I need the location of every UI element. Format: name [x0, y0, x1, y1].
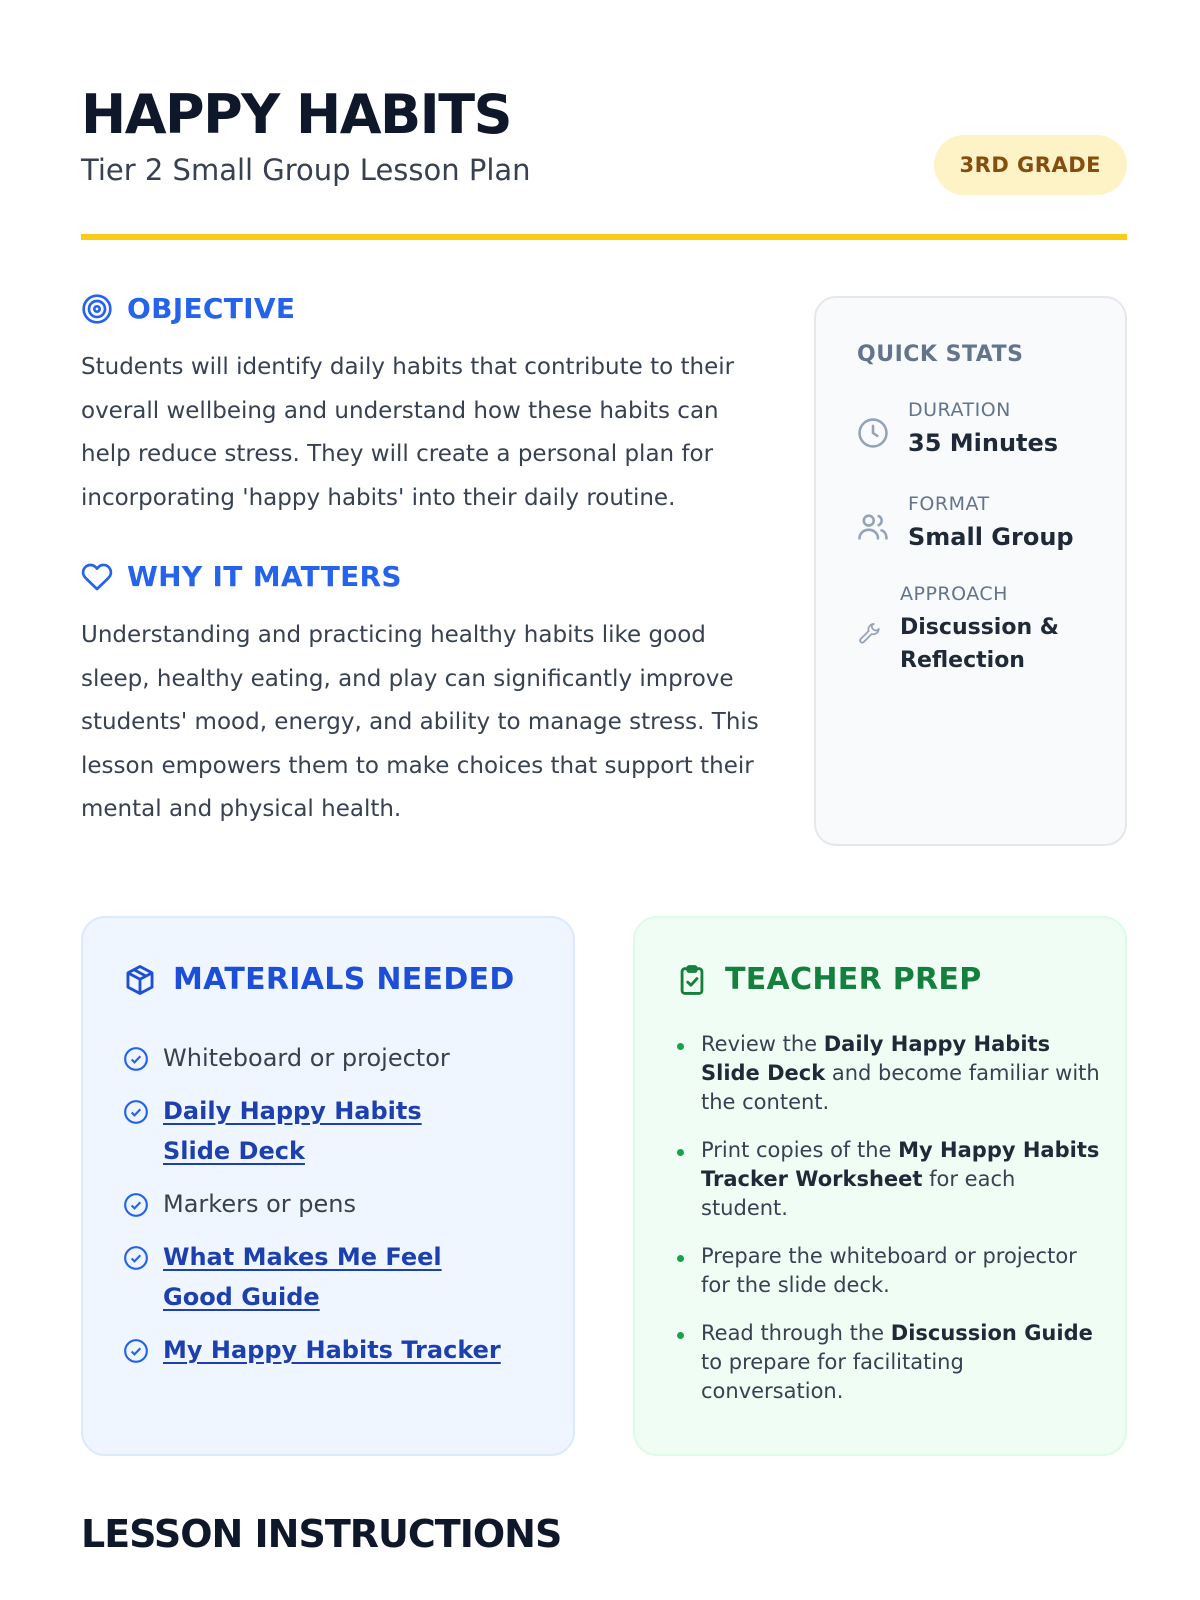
- prep-text: and become familiar with the content.: [701, 1061, 1100, 1114]
- stat-value: Small Group: [908, 522, 1074, 551]
- prep-text: for each student.: [701, 1167, 1016, 1220]
- stat-label: DURATION: [908, 399, 1011, 421]
- clock-icon: [856, 416, 890, 450]
- prep-text: Print copies of the: [701, 1138, 899, 1162]
- prep-bold-text: My Happy Habits Tracker Worksheet: [701, 1138, 1100, 1191]
- list-item: [123, 1091, 543, 1171]
- quick-stats-title: QUICK STATS: [857, 342, 1024, 367]
- teacher-prep-card: [633, 916, 1127, 1456]
- clipboard-check-icon: [675, 963, 709, 997]
- box-icon: [123, 963, 157, 997]
- material-text: Whiteboard or projector: [163, 1044, 450, 1072]
- stat-label: APPROACH: [900, 583, 1008, 605]
- lesson-instructions-heading: LESSON INSTRUCTIONS: [81, 1512, 562, 1556]
- stat-value: Discussion & Reflection: [900, 614, 1059, 673]
- materials-card: [81, 916, 575, 1456]
- target-icon: [81, 293, 113, 325]
- teacher-prep-heading: [675, 962, 982, 997]
- prep-text: Review the: [701, 1032, 824, 1056]
- list-item: [675, 1030, 1105, 1117]
- list-item: [123, 1038, 543, 1078]
- slide-deck-link[interactable]: Daily Happy Habits Slide Deck: [163, 1097, 422, 1165]
- check-circle-icon: [123, 1338, 149, 1364]
- check-circle-icon: [123, 1046, 149, 1072]
- stat-duration: [856, 398, 1058, 459]
- materials-title: MATERIALS NEEDED: [173, 962, 515, 997]
- list-item: [675, 1242, 1105, 1300]
- check-circle-icon: [123, 1099, 149, 1125]
- why-title: WHY IT MATTERS: [127, 560, 402, 593]
- list-item: [123, 1237, 543, 1317]
- check-circle-icon: [123, 1192, 149, 1218]
- check-circle-icon: [123, 1245, 149, 1271]
- stat-value: 35 Minutes: [908, 428, 1059, 457]
- list-item: [123, 1184, 543, 1224]
- objective-heading: [81, 292, 295, 325]
- materials-list: [123, 1038, 543, 1383]
- page-title: HAPPY HABITS: [81, 83, 512, 146]
- material-text: Markers or pens: [163, 1190, 356, 1218]
- list-item: [123, 1330, 543, 1370]
- header-divider: [81, 234, 1127, 240]
- stat-format: [856, 492, 1074, 553]
- list-item: [675, 1319, 1105, 1406]
- materials-heading: [123, 962, 515, 997]
- header: [81, 78, 1127, 242]
- list-item: [675, 1136, 1105, 1223]
- objective-title: OBJECTIVE: [127, 292, 296, 325]
- prep-bold-text: Discussion Guide: [890, 1321, 1093, 1345]
- objective-text: Students will identify daily habits that contribute to their overall wellbeing and understand how these habits can help reduce stress. They will create a personal plan for incorporating 'happy habits' into their daily routine.: [81, 354, 735, 511]
- teacher-prep-list: [675, 1030, 1105, 1425]
- feel-good-guide-link[interactable]: What Makes Me Feel Good Guide: [163, 1243, 442, 1311]
- wrench-icon: [856, 618, 882, 644]
- prep-text: Prepare the whiteboard or projector for the slide deck.: [701, 1244, 1077, 1297]
- page-subtitle: Tier 2 Small Group Lesson Plan: [81, 153, 531, 187]
- grade-badge: 3RD GRADE: [934, 135, 1127, 195]
- habits-tracker-link[interactable]: My Happy Habits Tracker: [163, 1336, 501, 1364]
- why-text: Understanding and practicing healthy habits like good sleep, healthy eating, and play can significantly improve students' mood, energy, and ability to manage stress. This lesson empowers them to make choices that support their mental and physical health.: [81, 622, 759, 822]
- quick-stats-card: [814, 296, 1127, 846]
- prep-text: Read through the: [701, 1321, 891, 1345]
- stat-label: FORMAT: [908, 493, 990, 515]
- teacher-prep-title: TEACHER PREP: [725, 962, 982, 997]
- prep-bold-text: Daily Happy Habits Slide Deck: [701, 1032, 1051, 1085]
- why-heading: [81, 560, 402, 593]
- heart-icon: [81, 561, 113, 593]
- users-icon: [856, 510, 890, 544]
- stat-approach: [856, 582, 1070, 677]
- prep-text: to prepare for facilitating conversation.: [701, 1350, 964, 1403]
